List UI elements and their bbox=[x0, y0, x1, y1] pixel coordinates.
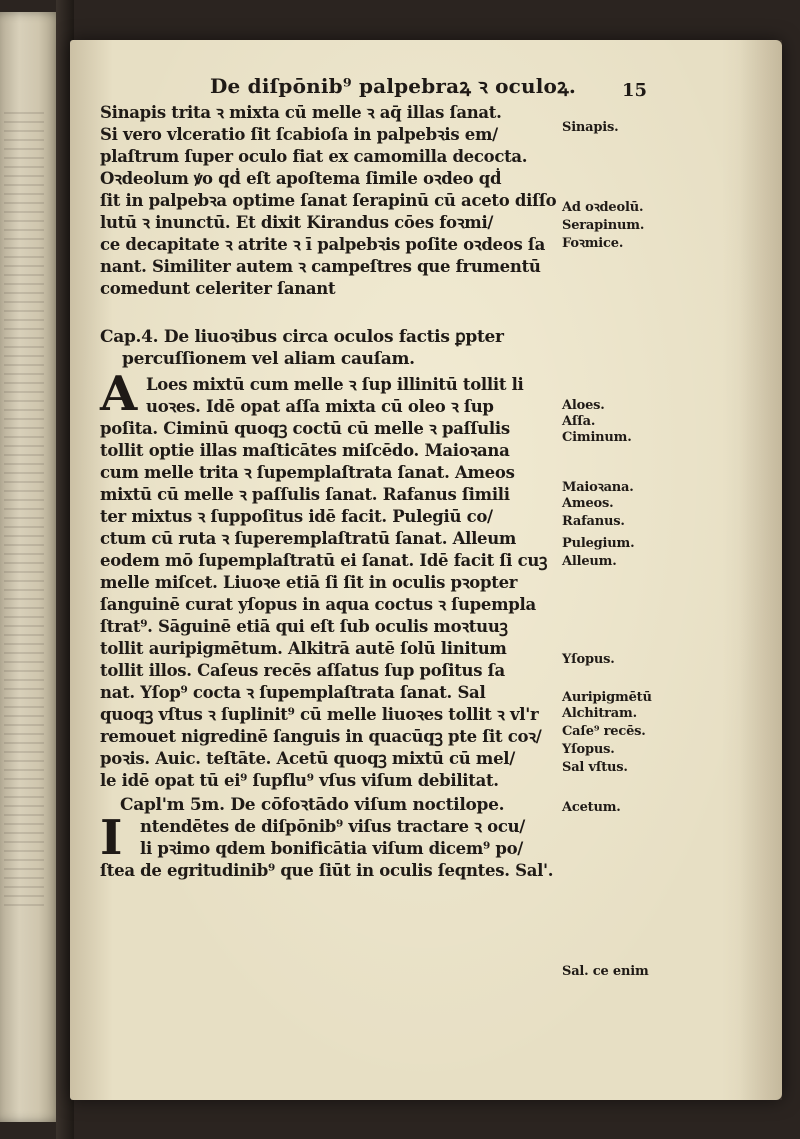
margin-note: Aſſa. bbox=[562, 414, 596, 429]
text-line: tollit auripigmētum. Alkitrā autē ſolū linitum bbox=[100, 639, 507, 658]
text-line: plaſtrum ſuper oculo fiat ex camomilla decocta. bbox=[100, 147, 528, 166]
chapter-heading: percuſſionem vel aliam cauſam. bbox=[122, 349, 415, 369]
text-line: eodem mō ſupemplaſtratū ei ſanat. Idē facit ſi cuꝫ bbox=[100, 551, 548, 570]
text-line: ſanguinē curat yſopus in aqua coctus ꝛ ſupempla bbox=[100, 595, 536, 614]
text-line: le idē opat tū ei⁹ ſupflu⁹ vſus viſum debilitat. bbox=[100, 771, 499, 790]
text-line: lutū ꝛ inunctū. Et dixit Kirandus cōes foꝛmi/ bbox=[100, 213, 494, 232]
margin-note: Sal vſtus. bbox=[562, 760, 628, 775]
text-line: ſit in palpebꝛa optime ſanat ſerapinū cū aceto diſſo bbox=[100, 191, 557, 210]
margin-note: Serapinum. bbox=[562, 218, 645, 233]
margin-note: Ciminum. bbox=[562, 430, 632, 445]
margin-note: Foꝛmice. bbox=[562, 236, 624, 251]
margin-note: Yſopus. bbox=[562, 652, 615, 667]
margin-note: Auripigmētū bbox=[562, 690, 652, 705]
text-line: ter mixtus ꝛ ſuppoſitus idē facit. Pulegiū co/ bbox=[100, 507, 493, 526]
margin-note: Ameos. bbox=[562, 496, 614, 511]
text-line: ntendētes de diſpōnib⁹ viſus tractare ꝛ ocu/ bbox=[140, 817, 526, 836]
text-line: tollit optie illas maſticātes miſcēdo. Maioꝛana bbox=[100, 441, 510, 460]
margin-note: Aloes. bbox=[562, 398, 605, 413]
text-line: remouet nigredinē ſanguis in quacūqꝫ pte ſit coꝛ/ bbox=[100, 727, 542, 746]
text-line: comedunt celeriter ſanant bbox=[100, 279, 336, 298]
folio-number: 15 bbox=[622, 80, 648, 101]
drop-cap: A bbox=[100, 366, 138, 422]
margin-note: Pulegium. bbox=[562, 536, 635, 551]
margin-note: Sal. ce enim bbox=[562, 964, 649, 979]
text-line: ce decapitate ꝛ atrite ꝛ ī palpebꝛis poſite oꝛdeos ſa bbox=[100, 235, 546, 254]
text-line: poꝛis. Auic. teſtāte. Acetū quoqꝫ mixtū cū mel/ bbox=[100, 749, 515, 768]
text-line: quoqꝫ vſtus ꝛ ſuplinit⁹ cū melle liuoꝛes tollit ꝛ vl'r bbox=[100, 705, 539, 724]
text-line: cum melle trita ꝛ ſupemplaſtrata ſanat. Ameos bbox=[100, 463, 515, 482]
margin-note: Rafanus. bbox=[562, 514, 625, 529]
text-line: ſtea de egritudinib⁹ que ſiūt in oculis ſeqntes. Sal'. bbox=[100, 861, 554, 880]
text-line: Loes mixtū cum melle ꝛ ſup illinitū tollit li bbox=[146, 375, 524, 394]
text-line: Si vero vlceratio ſit ſcabioſa in palpebꝛis em/ bbox=[100, 125, 498, 144]
text-line: nat. Yſop⁹ cocta ꝛ ſupemplaſtrata ſanat. Sal bbox=[100, 683, 486, 702]
text-line: Sinapis trita ꝛ mixta cū melle ꝛ aq̄ illas ſanat. bbox=[100, 103, 502, 122]
text-line: uoꝛes. Idē opat aſſa mixta cū oleo ꝛ ſup bbox=[146, 397, 494, 416]
page-edge-shade bbox=[722, 40, 782, 1100]
margin-note: Maioꝛana. bbox=[562, 480, 634, 495]
text-line: mixtū cū melle ꝛ paſſulis ſanat. Rafanus ſimili bbox=[100, 485, 510, 504]
text-line: poſita. Ciminū quoqꝫ coctū cū melle ꝛ paſſulis bbox=[100, 419, 510, 438]
margin-note: Yſopus. bbox=[562, 742, 615, 757]
text-line: ctum cū ruta ꝛ ſuperemplaſtratū ſanat. Alleum bbox=[100, 529, 517, 548]
margin-note: Alleum. bbox=[562, 554, 617, 569]
text-line: ſtrat⁹. Sāguinē etiā qui eſt ſub oculis moꝛtuuꝫ bbox=[100, 617, 508, 636]
running-head: De diſpōnib⁹ palpebraꝝ ꝛ oculoꝝ. bbox=[210, 74, 577, 98]
margin-note: Acetum. bbox=[562, 800, 621, 815]
margin-note: Ad oꝛdeolū. bbox=[562, 200, 644, 215]
chapter-heading: Capl'm 5m. De cōfoꝛtādo viſum noctilope. bbox=[120, 795, 505, 815]
printed-page bbox=[70, 40, 782, 1100]
drop-cap: I bbox=[100, 810, 123, 866]
text-line: melle miſcet. Liuoꝛe etiā ſi ſit in oculis pꝛopter bbox=[100, 573, 518, 592]
margin-note: Alchitram. bbox=[562, 706, 637, 721]
text-line: tollit illos. Caſeus recēs aſſatus ſup poſitus ſa bbox=[100, 661, 505, 680]
page-edge-lines bbox=[4, 112, 44, 912]
chapter-heading: Cap.4. De liuoꝛibus circa oculos factis ꝑpter bbox=[100, 327, 504, 347]
margin-note: Caſe⁹ recēs. bbox=[562, 724, 646, 739]
text-line: nant. Similiter autem ꝛ campeſtres que frumentū bbox=[100, 257, 541, 276]
margin-note: Sinapis. bbox=[562, 120, 619, 135]
text-line: Oꝛdeolum ꝟo qḋ eſt apoſtema ſimile oꝛdeo qḋ bbox=[100, 169, 502, 188]
facing-page-edge bbox=[0, 12, 64, 1122]
text-line: li pꝛimo qdem bonificātia viſum dicem⁹ po/ bbox=[140, 839, 524, 858]
